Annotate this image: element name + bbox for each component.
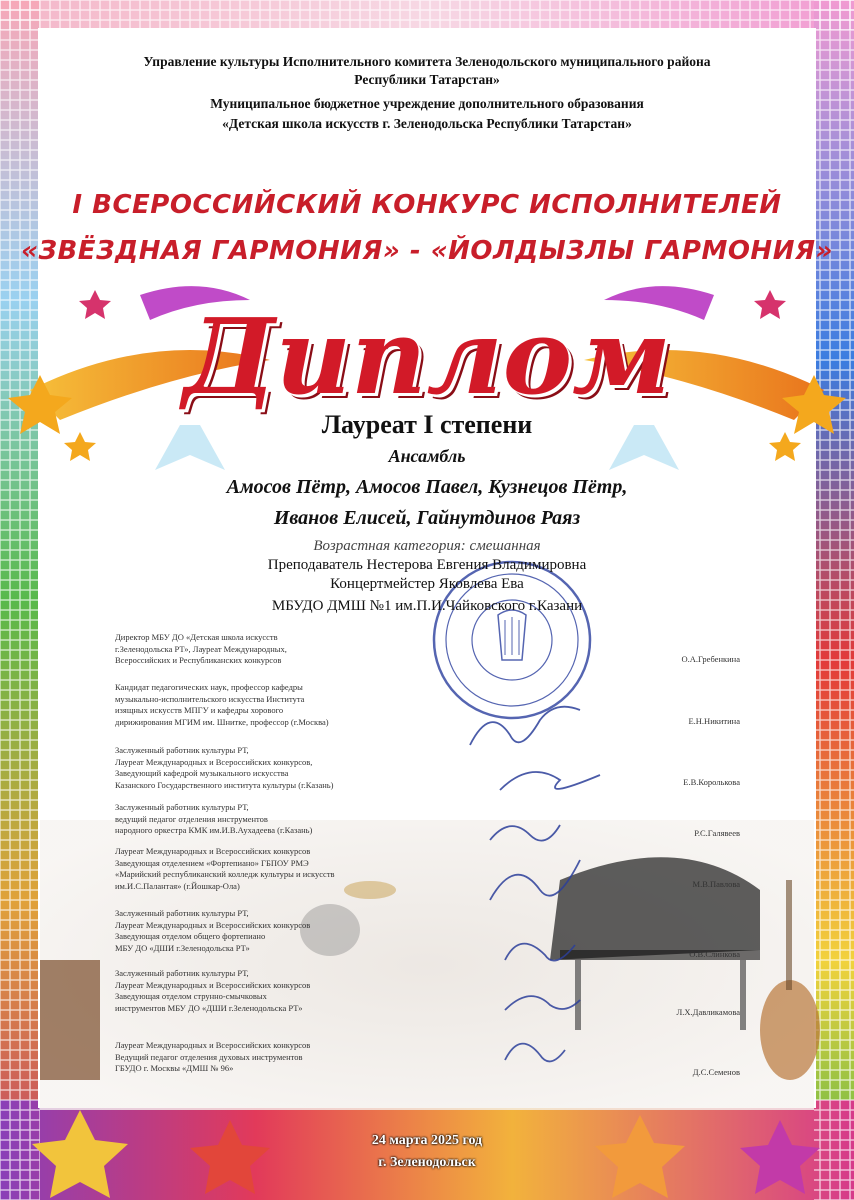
- jury-desc-line: Лауреат Международных и Всероссийских конкурсов: [115, 1040, 311, 1050]
- jury-desc-line: изящных искусств МПГУ и кафедры хорового: [115, 705, 284, 715]
- jury-name: М.В.Павлова: [692, 879, 740, 889]
- jury-desc-line: Лауреат Международных и Всероссийских конкурсов: [115, 979, 311, 990]
- jury-desc-line: г.Зеленодольска РТ», Лауреат Международных,: [115, 643, 287, 654]
- jury-desc-line: Заведующая отделом струнно-смычковых: [115, 991, 267, 1001]
- jury-name: Е.Н.Никитина: [688, 716, 740, 726]
- jury-desc-line: им.И.С.Палантая» (г.Йошкар-Ола): [115, 880, 240, 891]
- issue-city: г. Зеленодольск: [378, 1155, 476, 1170]
- org-header-line1: Управление культуры Исполнительного комитета Зеленодольского муниципального района: [143, 54, 711, 69]
- jury-desc-line: Заслуженный работник культуры РТ,: [115, 802, 249, 812]
- jury-desc-line: ведущий педагог отделения инструментов: [115, 813, 268, 824]
- jury-desc-line: «Марийский республиканский колледж культуры и искусств: [115, 869, 335, 879]
- org-header-line4: «Детская школа искусств г. Зеленодольска Республики Татарстан»: [222, 116, 632, 131]
- award-type: Ансамбль: [388, 446, 466, 466]
- jury-name: Д.С.Семенов: [692, 1067, 740, 1077]
- diploma-heading: Диплом: [182, 295, 672, 418]
- jury-desc-line: Ведущий педагог отделения духовых инструментов: [115, 1051, 303, 1062]
- accompanist: Концертмейстер Яковлева Ева: [330, 576, 524, 592]
- jury-desc-line: музыкально-исполнительского искусства Института: [115, 693, 305, 704]
- jury-desc-line: Кандидат педагогических наук, профессор кафедры: [115, 682, 303, 692]
- members-line2: Иванов Елисей, Гайнутдинов Раяз: [273, 507, 581, 529]
- age-category: Возрастная категория: смешанная: [313, 538, 541, 554]
- school: МБУДО ДМШ №1 им.П.И.Чайковского г.Казани: [271, 598, 583, 614]
- jury-name: Е.В.Королькова: [683, 777, 740, 787]
- contest-subtitle: «ЗВЁЗДНАЯ ГАРМОНИЯ» - «ЙОЛДЫЗЛЫ ГАРМОНИЯ»: [21, 236, 833, 266]
- jury-desc-line: Заведующая отделением «Фортепиано» ГБПОУ РМЭ: [115, 857, 309, 868]
- jury-name: О.В.Слинкова: [689, 949, 740, 959]
- members-line1: Амосов Пётр, Амосов Павел, Кузнецов Пётр,: [226, 476, 628, 498]
- jury-desc-line: Заведующая отделом общего фортепиано: [115, 931, 266, 941]
- jury-name: Л.Х.Давликамова: [676, 1007, 740, 1017]
- jury-desc-line: Лауреат Международных и Всероссийских конкурсов,: [115, 756, 313, 767]
- jury-name: Р.С.Галявеев: [694, 828, 740, 838]
- jury-desc-line: Всероссийских и Республиканских конкурсов: [115, 655, 282, 665]
- jury-desc-line: народного оркестра КМК им.И.В.Аухадеева (г.Казань): [115, 825, 313, 835]
- jury-desc-line: Лауреат Международных и Всероссийских конкурсов: [115, 846, 311, 856]
- contest-title: I ВСЕРОССИЙСКИЙ КОНКУРС ИСПОЛНИТЕЛЕЙ: [72, 190, 782, 220]
- jury-desc-line: инструментов МБУ ДО «ДШИ г.Зеленодольска РТ»: [115, 1002, 303, 1013]
- jury-desc-line: Лауреат Международных и Всероссийских конкурсов: [115, 919, 311, 930]
- jury-desc-line: Директор МБУ ДО «Детская школа искусств: [115, 632, 278, 642]
- org-header-line3: Муниципальное бюджетное учреждение дополнительного образования: [210, 96, 644, 111]
- org-header-line2: Республики Татарстан»: [354, 72, 500, 87]
- jury-name: О.А.Гребенкина: [681, 654, 740, 664]
- teacher: Преподаватель Нестерова Евгения Владимировна: [267, 557, 587, 573]
- issue-date: 24 марта 2025 год: [371, 1133, 483, 1148]
- jury-desc-line: Заведующий кафедрой музыкального искусства: [115, 768, 289, 778]
- jury-desc-line: МБУ ДО «ДШИ г.Зеленодольска РТ»: [115, 942, 250, 953]
- jury-desc-line: Казанского Государственного института культуры (г.Казань): [115, 779, 334, 790]
- jury-desc-line: Заслуженный работник культуры РТ,: [115, 908, 249, 918]
- jury-desc-line: Заслуженный работник культуры РТ,: [115, 745, 249, 755]
- jury-desc-line: ГБУДО г. Москвы «ДМШ № 96»: [115, 1063, 234, 1073]
- award-title: Лауреат I степени: [321, 410, 533, 439]
- jury-desc-line: дирижирования МГИМ им. Шнитке, профессор (г.Москва): [115, 716, 329, 727]
- jury-desc-line: Заслуженный работник культуры РТ,: [115, 968, 249, 978]
